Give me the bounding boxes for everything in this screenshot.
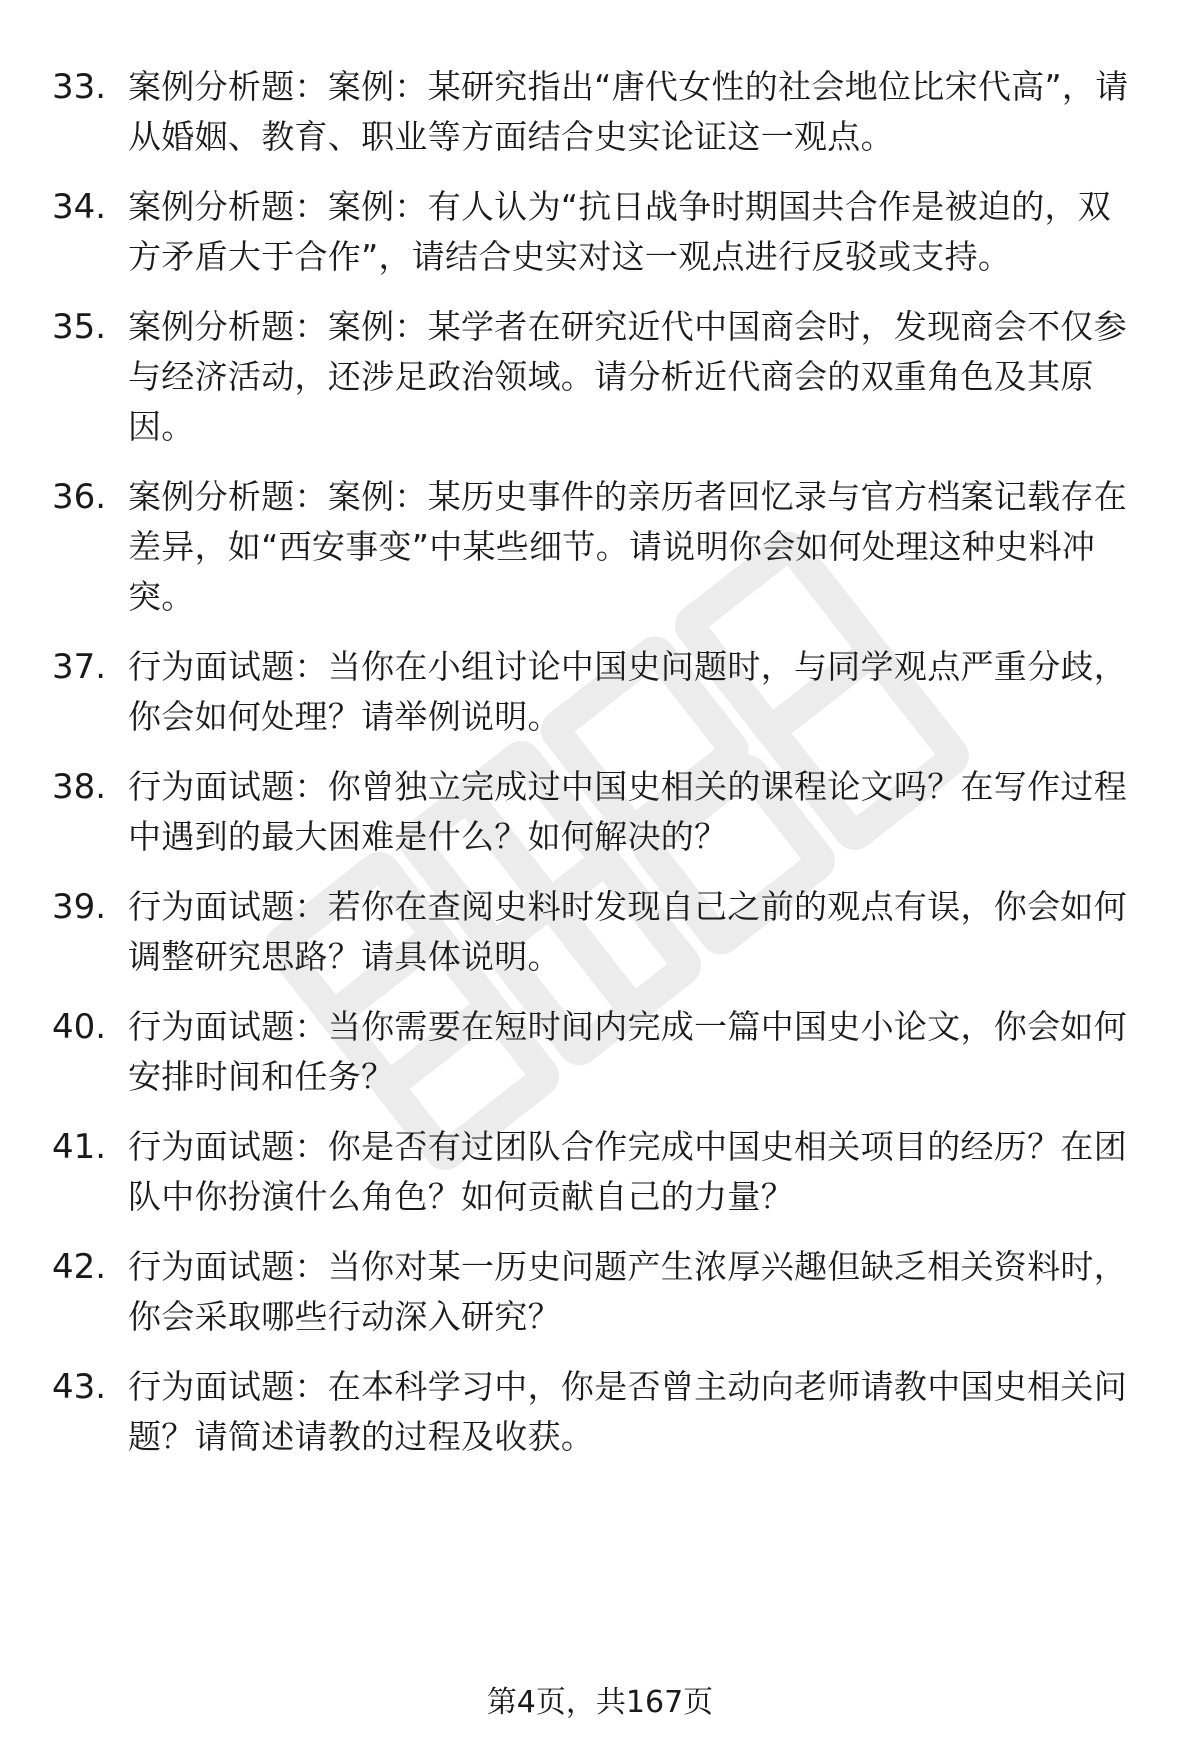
page-number-footer: 第4页，共167页 xyxy=(486,1685,714,1720)
question-text: 案例分析题：案例：某学者在研究近代中国商会时，发现商会不仅参与经济活动，还涉足政治领域。请分析近代商会的双重角色及其原因。 xyxy=(128,307,1127,446)
question-text: 行为面试题：你曾独立完成过中国史相关的课程论文吗？在写作过程中遇到的最大困难是什么？如何解决的？ xyxy=(128,767,1127,856)
question-number: 41. xyxy=(52,1127,107,1167)
question-number: 36. xyxy=(52,477,107,517)
question-text: 行为面试题：当你对某一历史问题产生浓厚兴趣但缺乏相关资料时，你会采取哪些行动深入研究？ xyxy=(128,1247,1127,1336)
question-number: 37. xyxy=(52,647,107,687)
question-text: 行为面试题：当你需要在短时间内完成一篇中国史小论文，你会如何安排时间和任务？ xyxy=(128,1007,1127,1096)
question-text: 案例分析题：案例：有人认为“抗日战争时期国共合作是被迫的，双方矛盾大于合作”，请结合史实对这一观点进行反驳或支持。 xyxy=(128,187,1112,276)
question-number: 39. xyxy=(52,887,107,927)
question-item xyxy=(52,1362,1142,1462)
question-item xyxy=(52,882,1142,982)
question-item xyxy=(52,472,1142,622)
question-number: 34. xyxy=(52,187,107,227)
question-number: 40. xyxy=(52,1007,107,1047)
question-item xyxy=(52,1242,1142,1342)
question-list xyxy=(52,62,1142,1482)
question-text: 行为面试题：在本科学习中，你是否曾主动向老师请教中国史相关问题？请简述请教的过程及收获。 xyxy=(128,1367,1127,1456)
question-number: 42. xyxy=(52,1247,107,1287)
question-item xyxy=(52,1002,1142,1102)
question-number: 35. xyxy=(52,307,107,347)
question-number: 38. xyxy=(52,767,107,807)
question-text: 行为面试题：你是否有过团队合作完成中国史相关项目的经历？在团队中你扮演什么角色？如何贡献自己的力量？ xyxy=(128,1127,1127,1216)
question-text: 行为面试题：若你在查阅史料时发现自己之前的观点有误，你会如何调整研究思路？请具体说明。 xyxy=(128,887,1127,976)
question-text: 行为面试题：当你在小组讨论中国史问题时，与同学观点严重分歧，你会如何处理？请举例说明。 xyxy=(128,647,1127,736)
question-item xyxy=(52,182,1142,282)
question-item xyxy=(52,62,1142,162)
question-text: 案例分析题：案例：某研究指出“唐代女性的社会地位比宋代高”，请从婚姻、教育、职业等方面结合史实论证这一观点。 xyxy=(128,67,1129,156)
question-number: 33. xyxy=(52,67,107,107)
question-item xyxy=(52,302,1142,452)
question-item xyxy=(52,642,1142,742)
question-text: 案例分析题：案例：某历史事件的亲历者回忆录与官方档案记载存在差异，如“西安事变”中某些细节。请说明你会如何处理这种史料冲突。 xyxy=(128,477,1127,616)
question-number: 43. xyxy=(52,1367,107,1407)
question-item xyxy=(52,762,1142,862)
question-item xyxy=(52,1122,1142,1222)
